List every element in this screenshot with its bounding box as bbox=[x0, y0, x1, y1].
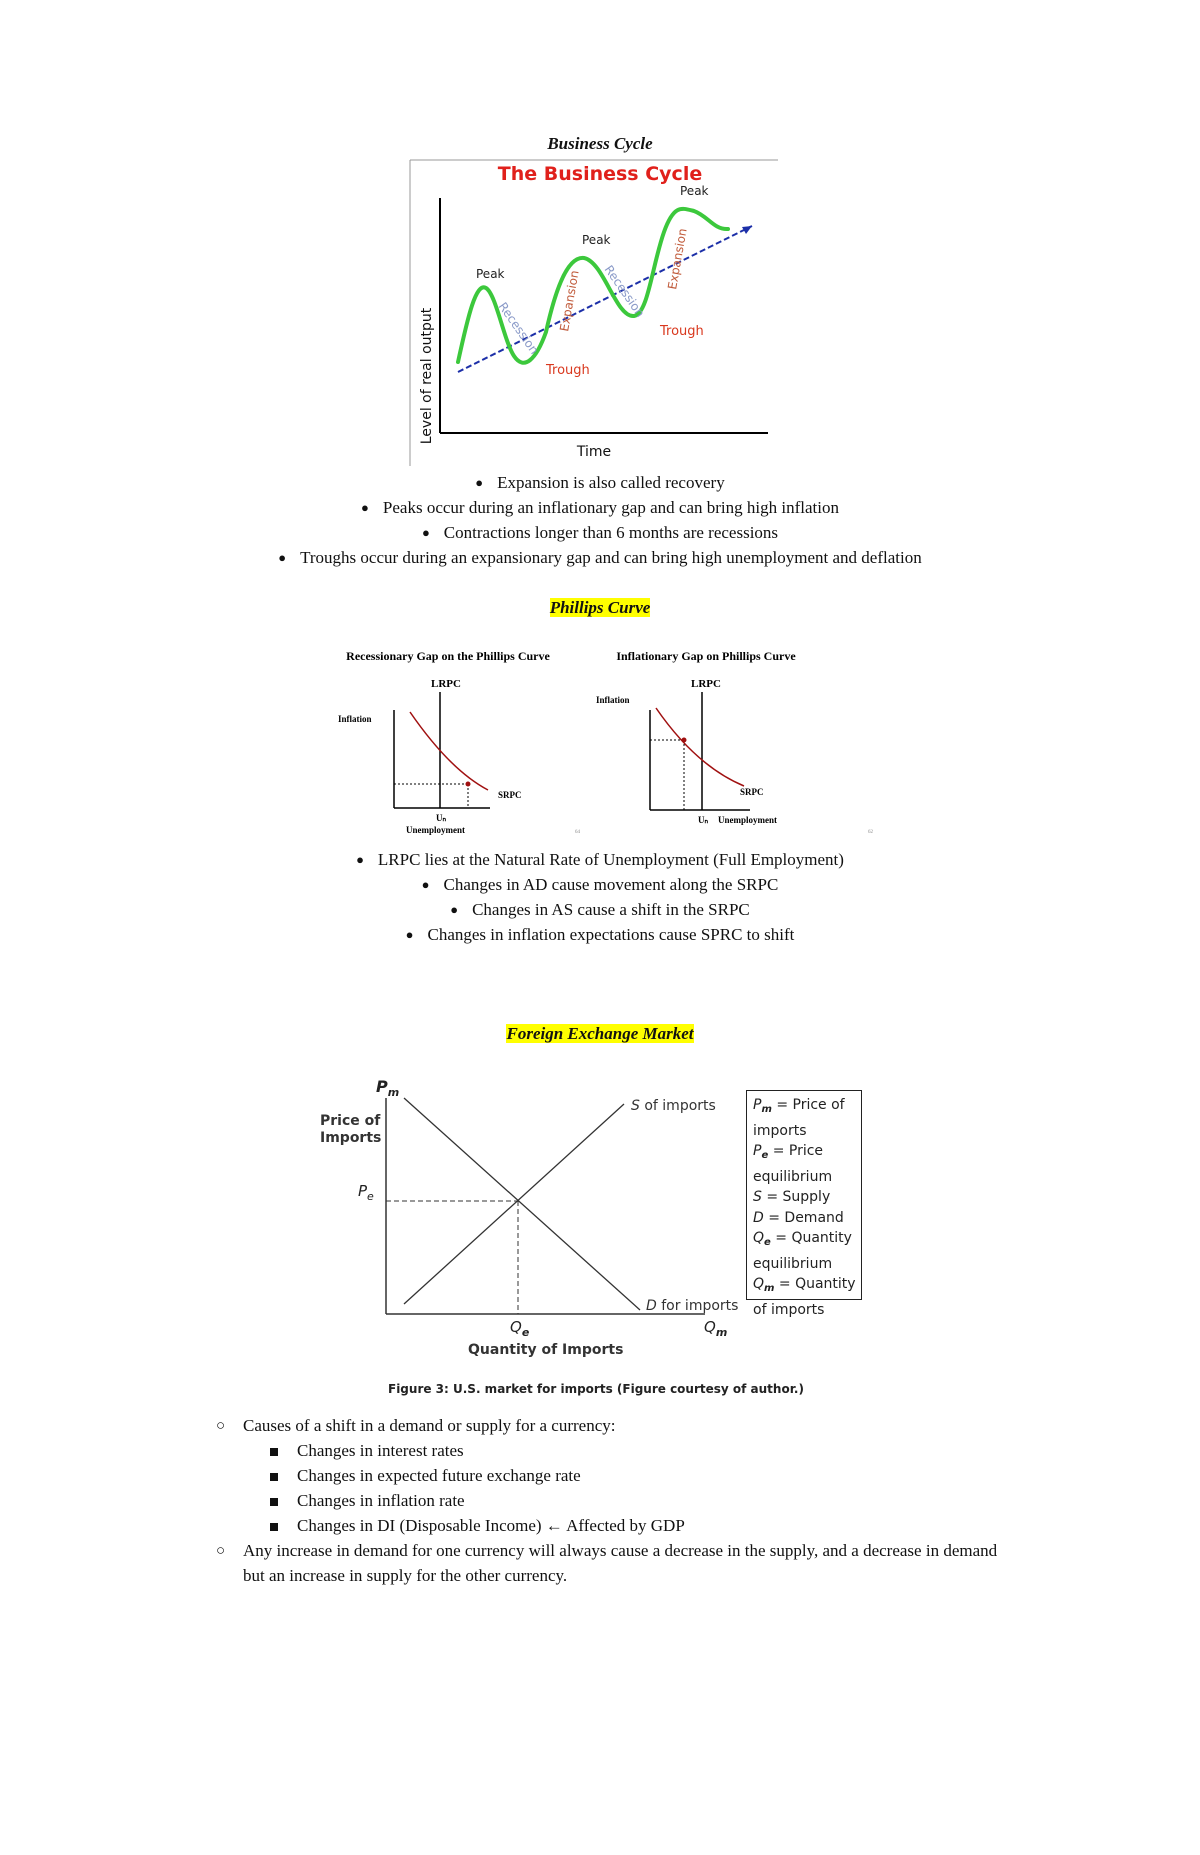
phillips-curve-charts bbox=[320, 640, 900, 840]
legend-pm: $P_m$ = Price of bbox=[753, 1097, 845, 1115]
supply-label: S of imports bbox=[631, 1098, 716, 1114]
y-label-line-1: Price of bbox=[320, 1113, 381, 1129]
left-srpc-curve bbox=[410, 712, 488, 790]
phillips-bullet-1: ● LRPC lies at the Natural Rate of Unemployment (Full Employment) bbox=[356, 850, 844, 869]
left-unemployment-label: Unemployment bbox=[406, 825, 465, 835]
demand-line bbox=[404, 1098, 640, 1310]
legend-qm: $Q_m$ = Quantity bbox=[753, 1276, 856, 1294]
final-line-2: but an increase in supply for the other currency. bbox=[243, 1566, 568, 1585]
qe-axis-label: $Q_e$ bbox=[510, 1318, 530, 1339]
peak-label-2: Peak bbox=[582, 233, 611, 247]
right-chart-title: Inflationary Gap on Phillips Curve bbox=[616, 649, 796, 663]
square-marker-4 bbox=[270, 1523, 278, 1531]
legend-pe: $P_e$ = Price bbox=[753, 1143, 824, 1161]
bc-bullet-4: ● Troughs occur during an expansionary gap and can bring high unemployment and deflation bbox=[278, 548, 922, 567]
cause-4: Changes in DI (Disposable Income) ← Affected by GDP bbox=[297, 1516, 685, 1535]
right-lrpc-label: LRPC bbox=[691, 678, 721, 690]
bc-bullet-3: ● Contractions longer than 6 months are recessions bbox=[421, 523, 779, 542]
qm-axis-label: $Q_m$ bbox=[704, 1318, 728, 1339]
left-chart-title: Recessionary Gap on the Phillips Curve bbox=[346, 649, 550, 663]
left-srpc-label: SRPC bbox=[498, 790, 522, 800]
forex-heading: Foreign Exchange Market bbox=[506, 1024, 694, 1043]
legend-s: S = Supply bbox=[753, 1189, 831, 1205]
right-srpc-curve bbox=[656, 708, 744, 786]
expansion-label-2: Expansion bbox=[665, 227, 690, 291]
y-axis-label: Level of real output bbox=[419, 307, 435, 445]
pe-axis-label: $P_e$ bbox=[358, 1182, 374, 1203]
legend-qm-cont: of imports bbox=[753, 1301, 825, 1318]
left-inflation-label: Inflation bbox=[338, 714, 372, 724]
business-cycle-chart-title: The Business Cycle bbox=[497, 163, 703, 185]
forex-legend bbox=[746, 1090, 862, 1318]
recession-label-2: Recession bbox=[601, 262, 648, 320]
square-marker-2 bbox=[270, 1473, 278, 1481]
right-point bbox=[682, 738, 687, 743]
right-un-label: Uₙ bbox=[698, 815, 709, 825]
legend-pm-cont: imports bbox=[753, 1122, 807, 1139]
phillips-heading: Phillips Curve bbox=[549, 598, 651, 617]
supply-line bbox=[404, 1104, 624, 1304]
peak-label-3: Peak bbox=[680, 184, 709, 198]
causes-intro: Causes of a shift in a demand or supply for a currency: bbox=[243, 1416, 616, 1435]
trough-label-1: Trough bbox=[546, 363, 590, 378]
cause-2: Changes in expected future exchange rate bbox=[297, 1466, 581, 1485]
right-page-num: 62 bbox=[868, 830, 873, 835]
pm-axis-label: $P_m$ bbox=[376, 1077, 400, 1099]
left-point bbox=[466, 782, 471, 787]
left-un-label: Uₙ bbox=[436, 813, 447, 823]
forex-caption: Figure 3: U.S. market for imports (Figure courtesy of author.) bbox=[388, 1382, 804, 1396]
right-srpc-label: SRPC bbox=[740, 787, 764, 797]
x-axis-label: Quantity of Imports bbox=[468, 1342, 624, 1358]
cause-1: Changes in interest rates bbox=[297, 1441, 464, 1460]
legend-qe-cont: equilibrium bbox=[753, 1255, 833, 1272]
peak-label-1: Peak bbox=[476, 267, 505, 281]
y-label-line-2: Imports bbox=[320, 1130, 382, 1146]
legend-pe-cont: equilibrium bbox=[753, 1168, 833, 1185]
phillips-bullet-2: ● Changes in AD cause movement along the SRPC bbox=[421, 875, 779, 894]
left-page-num: 64 bbox=[575, 830, 580, 835]
bc-bullet-1: ● Expansion is also called recovery bbox=[475, 473, 725, 492]
business-cycle-chart bbox=[408, 156, 780, 468]
final-line-1: Any increase in demand for one currency will always cause a decrease in the supply, and a decrease in demand bbox=[243, 1541, 998, 1560]
square-marker-1 bbox=[270, 1448, 278, 1456]
circle-marker-2: ○ bbox=[216, 1543, 226, 1559]
legend-qe: $Q_e$ = Quantity bbox=[753, 1230, 852, 1248]
left-lrpc-label: LRPC bbox=[431, 678, 461, 690]
forex-market-chart bbox=[310, 1074, 750, 1374]
demand-label: D for imports bbox=[646, 1298, 739, 1314]
trough-label-2: Trough bbox=[660, 324, 704, 339]
trend-line bbox=[458, 226, 752, 372]
square-marker-3 bbox=[270, 1498, 278, 1506]
phillips-bullet-4: ● Changes in inflation expectations cause SPRC to shift bbox=[405, 925, 795, 944]
right-unemployment-label: Unemployment bbox=[718, 815, 777, 825]
recession-label-1: Recession bbox=[495, 299, 542, 357]
business-cycle-heading: Business Cycle bbox=[547, 134, 653, 153]
cause-3: Changes in inflation rate bbox=[297, 1491, 465, 1510]
circle-marker-1: ○ bbox=[216, 1418, 226, 1434]
expansion-label-1: Expansion bbox=[557, 269, 582, 333]
legend-d: D = Demand bbox=[753, 1209, 844, 1226]
right-inflation-label: Inflation bbox=[596, 695, 630, 705]
phillips-bullet-3: ● Changes in AS cause a shift in the SRPC bbox=[450, 900, 750, 919]
bc-bullet-2: ● Peaks occur during an inflationary gap and can bring high inflation bbox=[361, 498, 839, 517]
x-axis-label: Time bbox=[576, 444, 612, 460]
